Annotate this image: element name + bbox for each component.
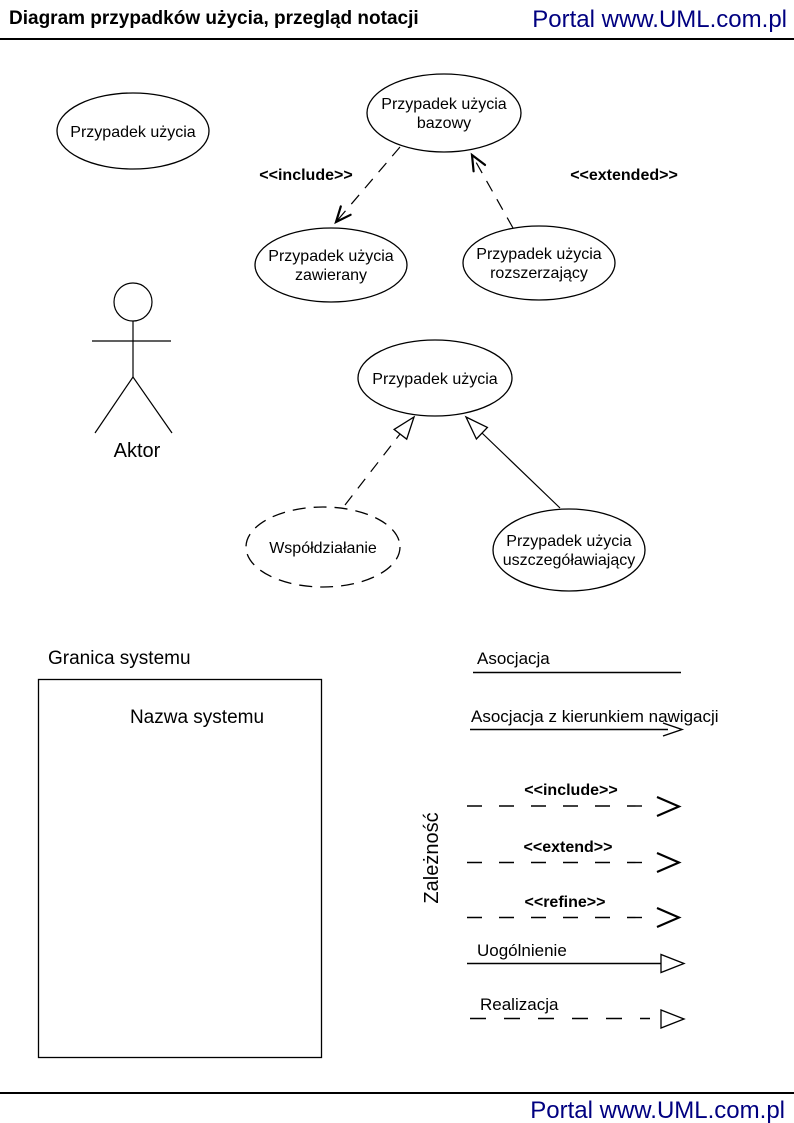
usecase-base-label-line1: Przypadek użycia xyxy=(381,96,507,113)
legend-generalization-label: Uogólnienie xyxy=(477,941,567,960)
page-footer xyxy=(0,1092,794,1123)
legend-dependency-label: Zależność xyxy=(421,812,443,904)
legend-refine-arrowhead-icon xyxy=(657,908,679,927)
usecase-base-label-line2: bazowy xyxy=(416,115,472,132)
legend-realization-triangle-icon xyxy=(661,1010,684,1028)
usecase-extending-label-line1: Przypadek użycia xyxy=(476,246,602,263)
legend-include-arrowhead-icon xyxy=(657,797,679,816)
legend-association-label: Asocjacja xyxy=(477,649,550,668)
usecase-plain-label: Przypadek użycia xyxy=(70,124,196,141)
include-dependency-line xyxy=(336,147,400,222)
usecase-included-label-line2: zawierany xyxy=(294,267,368,284)
legend-extend-label: <<extend>> xyxy=(523,839,613,856)
extend-dependency-line xyxy=(472,155,513,228)
actor-right-leg xyxy=(133,377,172,433)
system-boundary-label: Granica systemu xyxy=(48,648,191,669)
usecase-mid-label: Przypadek użycia xyxy=(372,371,498,388)
actor-head xyxy=(114,283,152,321)
legend-realization-label: Realizacja xyxy=(480,995,559,1014)
usecase-extending-label-line2: rozszerzający xyxy=(490,265,588,282)
actor-label: Aktor xyxy=(113,440,161,462)
legend-generalization-triangle-icon xyxy=(661,955,684,973)
extend-arrowhead-icon xyxy=(472,155,485,171)
extended-stereotype-label: <<extended>> xyxy=(570,167,678,184)
system-boundary-rect xyxy=(39,680,322,1058)
usecase-specializing-ellipse xyxy=(493,509,645,591)
legend-association-nav-label: Asocjacja z kierunkiem nawigacji xyxy=(471,707,719,726)
include-stereotype-label: <<include>> xyxy=(259,167,353,184)
usecase-specializing-label-line1: Przypadek użycia xyxy=(506,533,632,550)
generalization-line xyxy=(482,433,560,508)
usecase-included-ellipse xyxy=(255,228,407,302)
legend-extend-arrowhead-icon xyxy=(657,853,679,872)
usecase-specializing-label-line2: uszczegóławiający xyxy=(502,552,636,569)
legend-refine-label: <<refine>> xyxy=(524,894,606,911)
usecase-extending-ellipse xyxy=(463,226,615,300)
actor-figure xyxy=(92,283,172,433)
portal-link-top[interactable]: Portal www.UML.com.pl xyxy=(532,6,787,33)
legend-include-label: <<include>> xyxy=(524,782,618,799)
usecase-included-label-line1: Przypadek użycia xyxy=(268,248,394,265)
collaboration-label: Współdziałanie xyxy=(269,540,377,557)
realization-line xyxy=(345,434,400,505)
system-name-label: Nazwa systemu xyxy=(129,707,265,728)
actor-left-leg xyxy=(95,377,133,433)
portal-link-bottom[interactable]: Portal www.UML.com.pl xyxy=(530,1097,785,1123)
usecase-base-ellipse xyxy=(367,74,521,152)
realization-triangle-icon xyxy=(394,417,414,439)
page-title: Diagram przypadków użycia, przegląd notacji xyxy=(9,8,419,29)
